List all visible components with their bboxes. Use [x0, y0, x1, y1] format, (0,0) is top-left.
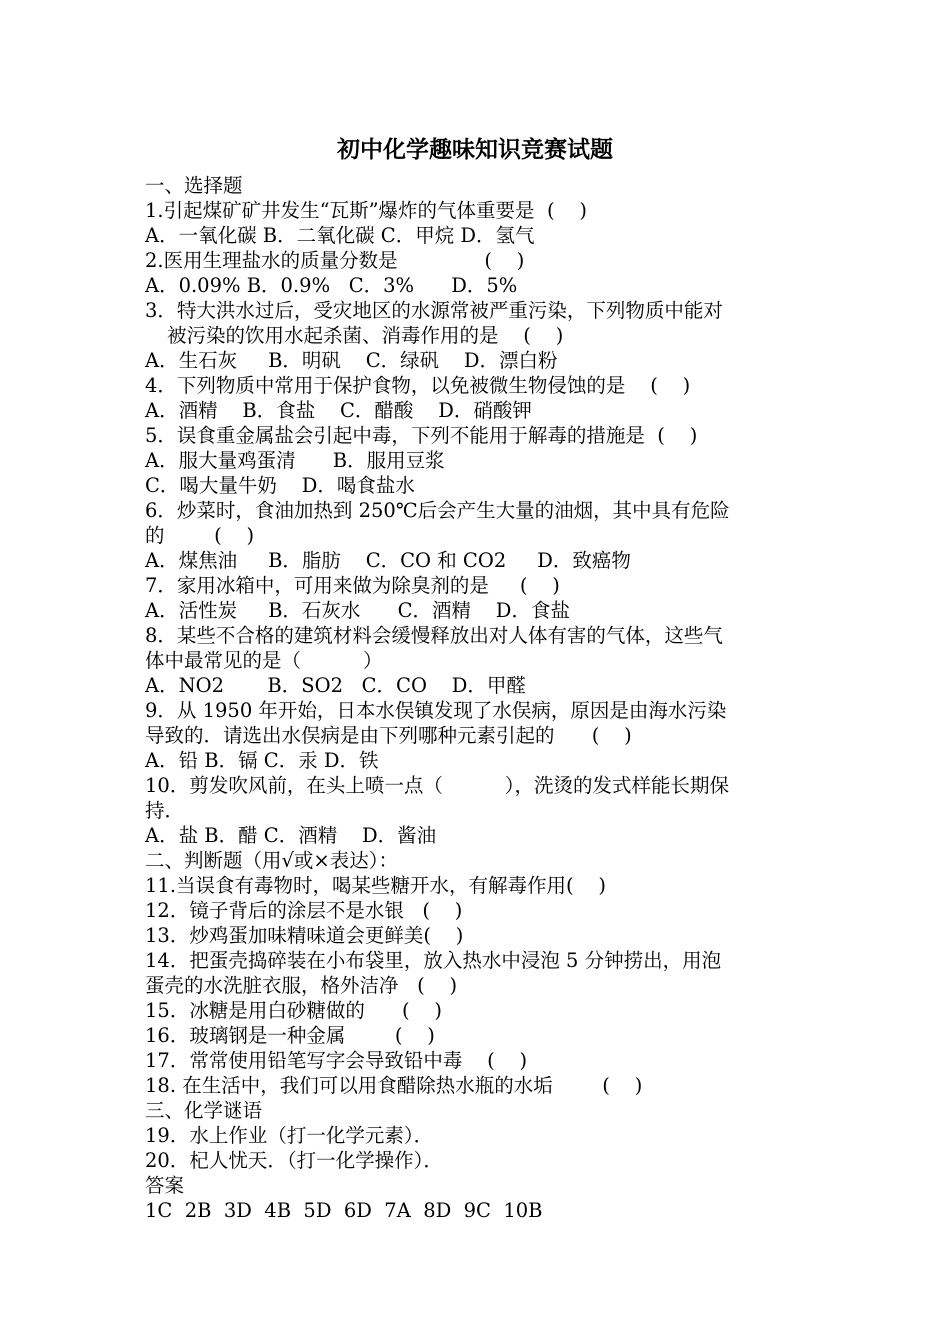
- question-9-continued: 导致的．请选出水俣病是由下列哪种元素引起的 ( ): [145, 724, 632, 747]
- question-6: 6．炒菜时，食油加热到 250℃后会产生大量的油烟，其中具有危险: [145, 499, 730, 522]
- question-3: 3．特大洪水过后，受灾地区的水源常被严重污染，下列物质中能对: [145, 299, 723, 322]
- question-12: 12．镜子背后的涂层不是水银 ( ): [145, 899, 463, 922]
- question-8-continued: 体中最常见的是（ ）: [145, 649, 383, 672]
- question-17: 17．常常使用铅笔写字会导致铅中毒 ( ): [145, 1049, 528, 1072]
- question-14-continued: 蛋壳的水洗脏衣服，格外洁净 ( ): [145, 974, 458, 997]
- question-1: 1.引起煤矿矿井发生“瓦斯”爆炸的气体重要是 ( ): [145, 199, 587, 222]
- section-heading-choice: 一、选择题: [145, 174, 243, 197]
- question-4: 4．下列物质中常用于保护食物，以免被微生物侵蚀的是 ( ): [145, 374, 691, 397]
- question-1-options: A．一氧化碳 B．二氧化碳 C．甲烷 D．氢气: [145, 224, 535, 247]
- question-14: 14．把蛋壳捣碎装在小布袋里，放入热水中浸泡 5 分钟捞出，用泡: [145, 949, 722, 972]
- question-8: 8．某些不合格的建筑材料会缓慢释放出对人体有害的气体，这些气: [145, 624, 723, 647]
- question-10-options: A．盐 B．醋 C．酒精 D．酱油: [145, 824, 437, 847]
- question-7-options: A．活性炭 B．石灰水 C．酒精 D．食盐: [145, 599, 570, 622]
- question-10: 10．剪发吹风前，在头上喷一点（ ），洗烫的发式样能长期保: [145, 774, 730, 797]
- answers-heading: 答案: [145, 1174, 185, 1197]
- question-15: 15．冰糖是用白砂糖做的 ( ): [145, 999, 443, 1022]
- question-13: 13．炒鸡蛋加味精味道会更鲜美( ): [145, 924, 464, 947]
- document-title: 初中化学趣味知识竞赛试题: [337, 136, 613, 163]
- question-5-options-a: A．服大量鸡蛋清 B．服用豆浆: [145, 449, 445, 472]
- question-10-continued: 持．: [145, 799, 185, 822]
- section-heading-riddles: 三、化学谜语: [145, 1099, 263, 1122]
- question-3-options: A．生石灰 B．明矾 C．绿矾 D．漂白粉: [145, 349, 558, 372]
- question-9-options: A．铅 B．镉 C．汞 D．铁: [145, 749, 379, 772]
- question-9: 9．从 1950 年开始，日本水俣镇发现了水俣病，原因是由海水污染: [145, 699, 727, 722]
- question-2-options: A．0.09% B．0.9% C．3% D．5%: [145, 274, 518, 297]
- question-11: 11.当误食有毒物时，喝某些糖开水，有解毒作用( ): [145, 874, 607, 897]
- question-20: 20．杞人忧天．（打一化学操作）．: [145, 1149, 443, 1172]
- question-4-options: A．酒精 B．食盐 C．醋酸 D．硝酸钾: [145, 399, 532, 422]
- answers-list: 1C 2B 3D 4B 5D 6D 7A 8D 9C 10B: [145, 1199, 543, 1222]
- question-5: 5．误食重金属盐会引起中毒，下列不能用于解毒的措施是 ( ): [145, 424, 698, 447]
- question-19: 19．水上作业（打一化学元素）．: [145, 1124, 434, 1147]
- question-2: 2.医用生理盐水的质量分数是 ( ): [145, 249, 525, 272]
- question-16: 16．玻璃钢是一种金属 ( ): [145, 1024, 435, 1047]
- document-body: [145, 173, 825, 1223]
- question-6-continued: 的 ( ): [145, 524, 255, 547]
- question-18: 18. 在生活中，我们可以用食醋除热水瓶的水垢 ( ): [145, 1074, 643, 1097]
- question-8-options: A．NO2 B．SO2 C．CO D．甲醛: [145, 674, 526, 697]
- question-5-options-b: C．喝大量牛奶 D．喝食盐水: [145, 474, 415, 497]
- question-6-options: A．煤焦油 B．脂肪 C．CO 和 CO2 D．致癌物: [145, 549, 631, 572]
- question-3-continued: 被污染的饮用水起杀菌、消毒作用的是 ( ): [167, 324, 564, 347]
- section-heading-judgement: 二、判断题（用√或×表达）：: [145, 849, 399, 872]
- question-7: 7．家用冰箱中，可用来做为除臭剂的是 ( ): [145, 574, 560, 597]
